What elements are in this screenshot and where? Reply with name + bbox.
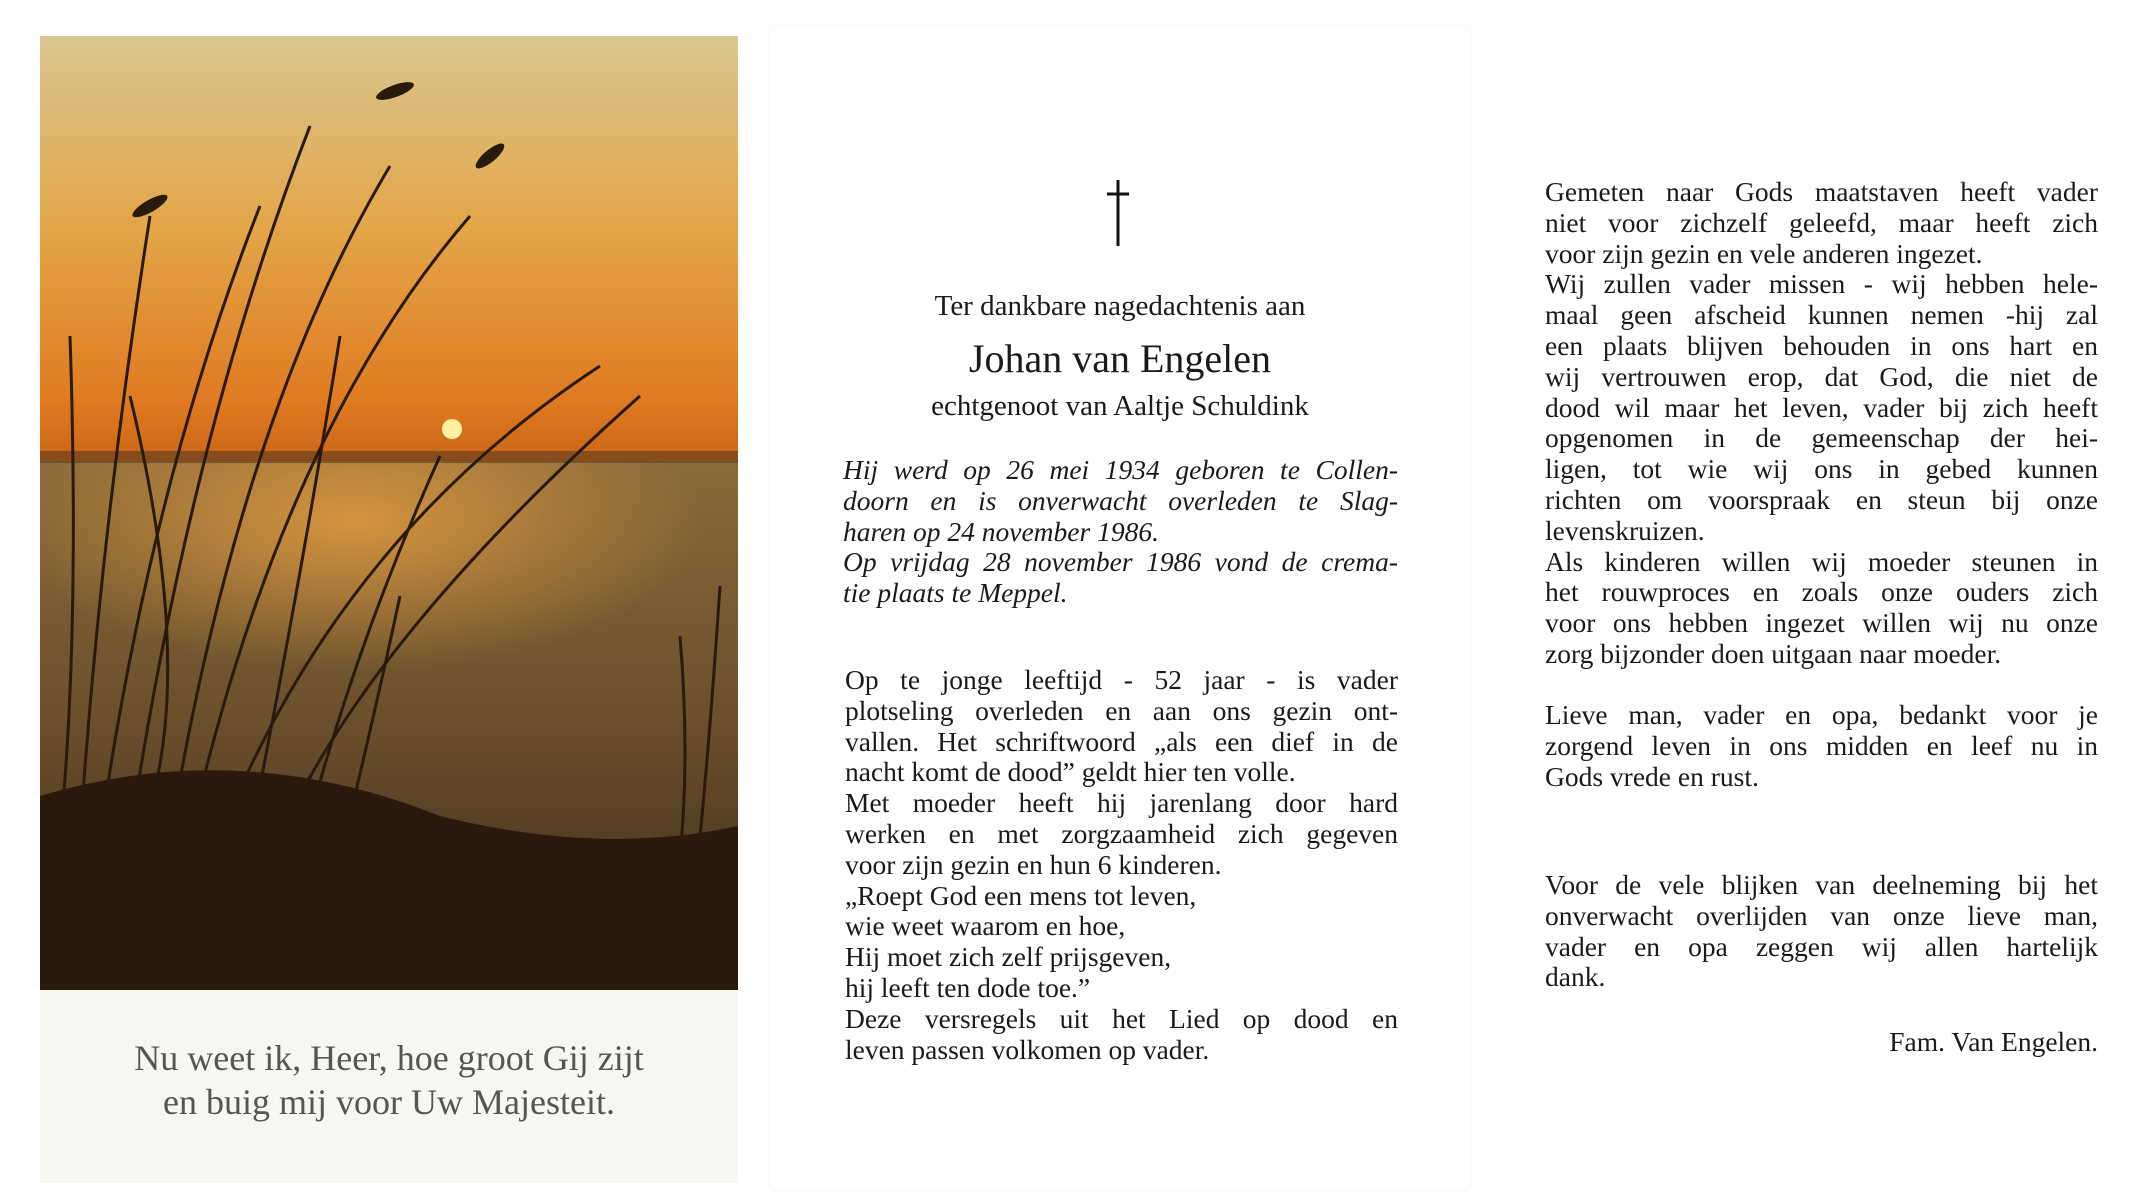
text-line: een plaats blijven behouden in ons hart en xyxy=(1545,329,2098,361)
text-line: voor zijn gezin en vele anderen ingezet. xyxy=(1545,237,1983,269)
text-line: voor zijn gezin en hun 6 kinderen. xyxy=(845,848,1222,880)
text-line: Deze versregels uit het Lied op dood en xyxy=(845,1002,1398,1034)
text-line: doorn en is onverwacht overleden te Slag- xyxy=(843,484,1398,516)
text-line: Voor de vele blijken van deelneming bij het xyxy=(1545,869,2098,900)
text-line: zorgend leven in ons midden en leef nu in xyxy=(1545,729,2098,761)
text-line: werken en met zorgzaamheid zich gegeven xyxy=(845,817,1398,849)
text-line: Gods vrede en rust. xyxy=(1545,760,1759,792)
text-line: vader en opa zeggen wij allen hartelijk xyxy=(1545,930,2098,962)
cross-icon xyxy=(1103,178,1133,248)
verse-line: „Roept God een mens tot leven, xyxy=(845,879,1197,911)
text-line: Op te jonge leeftijd - 52 jaar - is vader xyxy=(845,664,1398,695)
text-line: dood wil maar het leven, vader bij zich heeft xyxy=(1545,391,2098,423)
text-line: Gemeten naar Gods maatstaven heeft vader xyxy=(1545,176,2098,207)
verse-line: Hij moet zich zelf prijsgeven, xyxy=(845,941,1172,973)
caption-line: Nu weet ik, Heer, hoe groot Gij zijt xyxy=(134,1038,644,1078)
photo-caption xyxy=(40,1036,738,1124)
right-para-1 xyxy=(1545,177,2098,670)
text-line: ligen, tot wie wij ons in gebed kunnen xyxy=(1545,453,2098,485)
text-line: niet voor zichzelf geleefd, maar heeft zich xyxy=(1545,206,2098,238)
birth-death-details xyxy=(843,455,1398,609)
photo-card xyxy=(40,36,738,1183)
family-signature: Fam. Van Engelen. xyxy=(1889,1026,2098,1057)
text-line: opgenomen in de gemeenschap der hei- xyxy=(1545,422,2098,454)
text-line: onverwacht overlijden van onze lieve man, xyxy=(1545,899,2098,931)
text-line: wij vertrouwen erop, dat God, die niet de xyxy=(1545,360,2098,392)
text-line: Lieve man, vader en opa, bedankt voor je xyxy=(1545,699,2098,730)
body-text xyxy=(845,665,1398,1065)
caption-line: en buig mij voor Uw Majesteit. xyxy=(163,1082,615,1122)
text-line: Hij werd op 26 mei 1934 geboren te Collen- xyxy=(843,454,1398,485)
text-line: leven passen volkomen op vader. xyxy=(845,1033,1210,1065)
sunset-reeds-photo xyxy=(40,36,738,990)
text-line: Wij zullen vader missen - wij hebben hele- xyxy=(1545,268,2098,300)
right-para-2 xyxy=(1545,700,2098,792)
right-para-3 xyxy=(1545,870,2098,993)
intro-text: Ter dankbare nagedachtenis aan xyxy=(934,290,1306,322)
text-line: vallen. Het schriftwoord „als een dief in de xyxy=(845,725,1398,757)
text-line: Als kinderen willen wij moeder steunen in xyxy=(1545,545,2098,577)
text-line: maal geen afscheid kunnen nemen -hij zal xyxy=(1545,299,2098,331)
text-line: Op vrijdag 28 november 1986 vond de crema- xyxy=(843,546,1398,578)
spouse-text: echtgenoot van Aaltje Schuldink xyxy=(931,390,1309,422)
verse-line: hij leeft ten dode toe.” xyxy=(845,971,1091,1003)
text-line: tie plaats te Meppel. xyxy=(843,577,1068,609)
verse-line: wie weet waarom en hoe, xyxy=(845,910,1126,942)
text-line: Met moeder heeft hij jarenlang door hard xyxy=(845,787,1398,819)
text-line: nacht komt de dood” geldt hier ten volle. xyxy=(845,756,1296,788)
text-line: voor ons hebben ingezet willen wij nu onze xyxy=(1545,607,2098,639)
deceased-name: Johan van Engelen xyxy=(968,336,1272,381)
text-line: plotseling overleden en aan ons gezin ont- xyxy=(845,694,1398,726)
text-line: het rouwproces en zoals onze ouders zich xyxy=(1545,576,2098,608)
text-line: haren op 24 november 1986. xyxy=(843,515,1159,547)
text-line: zorg bijzonder doen uitgaan naar moeder. xyxy=(1545,637,2002,669)
text-line: richten om voorspraak en steun bij onze xyxy=(1545,483,2098,515)
text-line: levenskruizen. xyxy=(1545,514,1705,546)
text-line: dank. xyxy=(1545,961,1606,993)
